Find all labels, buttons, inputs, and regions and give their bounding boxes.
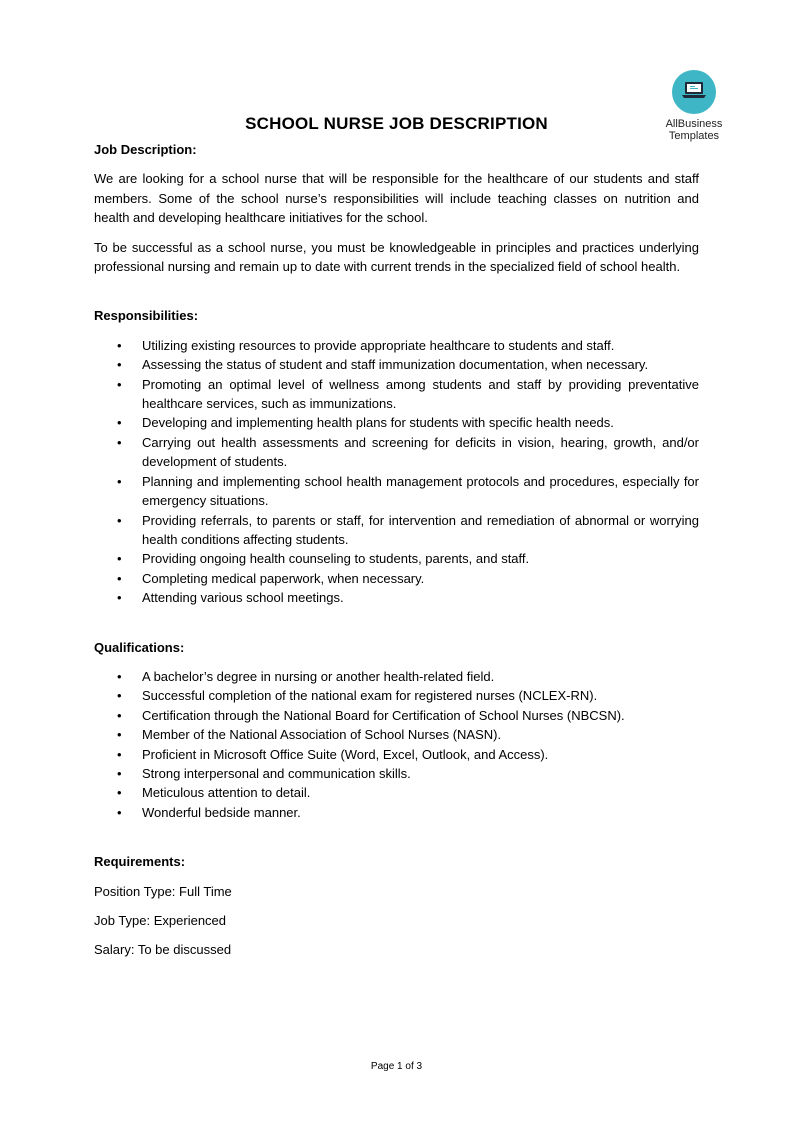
list-item — [94, 549, 699, 568]
laptop-icon — [672, 70, 716, 114]
list-item — [94, 783, 699, 802]
list-item — [94, 686, 699, 705]
bullet: • — [117, 746, 122, 762]
list-item-text: A bachelor’s degree in nursing or another health-related field. — [142, 668, 495, 684]
list-item — [94, 355, 699, 374]
list-item-text: Successful completion of the national exam for registered nurses (NCLEX-RN). — [142, 688, 598, 704]
bullet: • — [117, 688, 122, 704]
logo-line-1: AllBusiness — [665, 118, 723, 130]
list-item-text: Proficient in Microsoft Office Suite (Word, Excel, Outlook, and Access). — [142, 746, 549, 762]
job-description-paragraph-1: We are looking for a school nurse that will be responsible for the healthcare of our students and staff members. Some of the school nurse’s responsibilities will include teaching classes on nutrition and health and developing healthcare initiatives for the school. — [94, 171, 699, 226]
bullet: • — [117, 512, 122, 528]
page-number: Page 1 of 3 — [370, 1061, 423, 1072]
logo-line-2: Templates — [668, 130, 720, 142]
list-item-text: Meticulous attention to detail. — [142, 785, 311, 801]
qualifications-heading: Qualifications: — [94, 639, 185, 655]
qualifications-list — [94, 667, 699, 822]
list-item-text: Attending various school meetings. — [142, 590, 344, 606]
bullet: • — [117, 590, 122, 606]
list-item-text: Member of the National Association of School Nurses (NASN). — [142, 727, 502, 743]
position-type: Position Type: Full Time — [94, 883, 232, 899]
list-item — [94, 706, 699, 725]
list-item — [94, 588, 699, 607]
document-body — [94, 140, 699, 960]
list-item-text: Assessing the status of student and staff immunization documentation, when necessary. — [142, 357, 649, 373]
bullet: • — [117, 727, 122, 743]
bullet: • — [117, 668, 122, 684]
list-item — [94, 413, 699, 432]
bullet: • — [117, 415, 122, 431]
bullet: • — [117, 376, 122, 392]
requirements-heading: Requirements: — [94, 854, 186, 870]
list-item-text: Providing ongoing health counseling to students, parents, and staff. — [142, 551, 530, 567]
list-item — [94, 803, 699, 822]
bullet: • — [117, 570, 122, 586]
list-item-text: Completing medical paperwork, when necessary. — [142, 570, 425, 586]
list-item — [94, 667, 699, 686]
list-item — [94, 745, 699, 764]
list-item-text: Wonderful bedside manner. — [142, 804, 301, 820]
job-type: Job Type: Experienced — [94, 913, 227, 928]
list-item — [94, 569, 699, 588]
list-item-text: Providing referrals, to parents or staff, for intervention and remediation of abnormal or worrying health conditions affecting students. — [142, 512, 699, 547]
list-item — [94, 472, 699, 511]
list-item-text: Planning and implementing school health management protocols and procedures, especially for emergency situations. — [142, 473, 699, 509]
list-item-text: Utilizing existing resources to provide appropriate healthcare to students and staff. — [142, 337, 615, 353]
document-title: SCHOOL NURSE JOB DESCRIPTION — [245, 114, 548, 133]
list-item-text: Developing and implementing health plans for students with specific health needs. — [142, 415, 614, 431]
bullet: • — [117, 337, 122, 353]
bullet: • — [117, 707, 122, 723]
bullet: • — [117, 785, 122, 801]
list-item-text: Certification through the National Board for Certification of School Nurses (NBCSN). — [142, 707, 625, 723]
list-item — [94, 433, 699, 472]
list-item — [94, 725, 699, 744]
bullet: • — [117, 551, 122, 567]
job-description-heading: Job Description: — [94, 142, 197, 157]
job-description-paragraph-2: To be successful as a school nurse, you must be knowledgeable in principles and practices underlying professional nursing and remain up to date with current trends in the specialized field of school health. — [94, 239, 699, 275]
bullet: • — [117, 434, 122, 450]
list-item-text: Carrying out health assessments and screening for deficits in vision, hearing, growth, and/or development of students. — [142, 434, 699, 470]
list-item-text: Promoting an optimal level of wellness among students and staff by providing preventative healthcare services, such as immunizations. — [142, 376, 699, 412]
list-item — [94, 764, 699, 783]
bullet: • — [117, 804, 122, 820]
bullet: • — [117, 765, 122, 781]
list-item — [94, 375, 699, 414]
responsibilities-heading: Responsibilities: — [94, 308, 199, 324]
bullet: • — [117, 473, 122, 489]
bullet: • — [117, 357, 122, 373]
salary: Salary: To be discussed — [94, 942, 232, 958]
list-item-text: Strong interpersonal and communication skills. — [142, 765, 411, 781]
list-item — [94, 336, 699, 355]
responsibilities-list — [94, 336, 699, 608]
list-item — [94, 511, 699, 550]
